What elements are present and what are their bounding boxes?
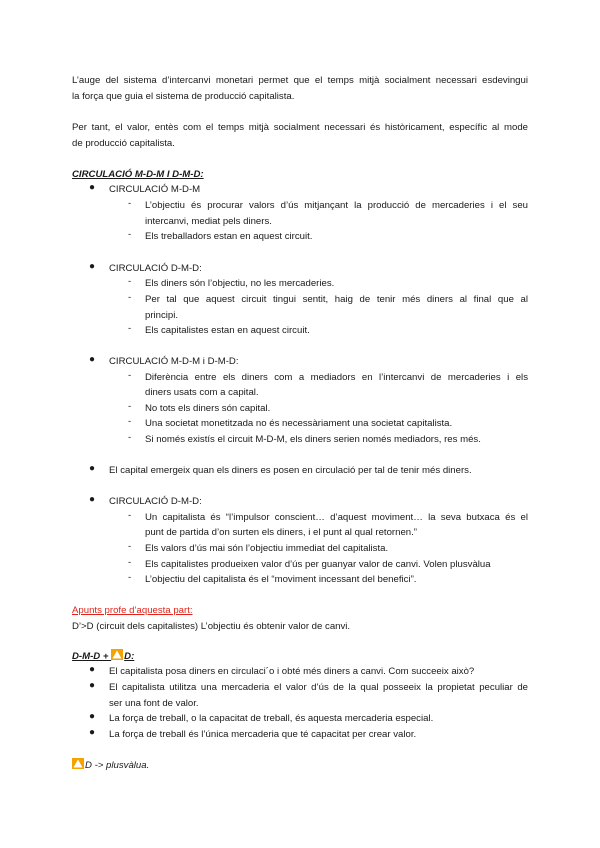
b1-d1-line1: L’objectiu és procurar valors d’ús mitjançant la producció de mercaderies i el seu xyxy=(145,200,528,211)
dash-icon: - xyxy=(128,292,132,303)
b1-d2: Els treballadors estan en aquest circuit. xyxy=(145,231,313,242)
bullet-icon: ● xyxy=(89,680,96,691)
bullet-icon: ● xyxy=(89,664,96,675)
b5-d1-line1: Un capitalista és “l’impulsor conscient… d’aquest moviment… la seva butxaca és el xyxy=(145,512,528,523)
b3-label: CIRCULACIÓ M-D-M i D-M-D: xyxy=(109,356,239,367)
footer-text: D -> plusvàlua. xyxy=(85,760,150,771)
b5-d1-line2: punt de partida d’on surten els diners, i el punt al qual retornen.” xyxy=(145,527,417,538)
section2-heading xyxy=(72,649,134,665)
dash-icon: - xyxy=(128,541,132,552)
b1-d1-line2: intercanvi, mediat pels diners. xyxy=(145,216,272,227)
s2-b3: La força de treball, o la capacitat de treball, és aquesta mercaderia especial. xyxy=(109,713,434,724)
bullet-icon: ● xyxy=(89,711,96,722)
b2-d1: Els diners són l’objectiu, no les mercaderies. xyxy=(145,278,335,289)
b3-d2: No tots els diners són capital. xyxy=(145,403,271,414)
intro-p1-line1: L’auge del sistema d’intercanvi monetari permet que el temps mitjà socialment necessari esdevingui xyxy=(72,75,528,86)
s2-b2-line2: ser una font de valor. xyxy=(109,698,199,709)
b3-d4: Si només existís el circuit M-D-M, els diners serien només mediadors, res més. xyxy=(145,434,481,445)
delta-icon xyxy=(111,649,123,660)
intro-p1-line2: la força que guia el sistema de producció capitalista. xyxy=(72,91,295,102)
b5-d3: Els capitalistes produeixen valor d’ús per guanyar valor de canvi. Volen plusvàlua xyxy=(145,559,491,570)
intro-p2-line2: de producció capitalista. xyxy=(72,138,175,149)
bullet-icon: ● xyxy=(89,182,96,193)
intro-p2-line1: Per tant, el valor, entès com el temps mitjà socialment necessari és històricament, específic al mode xyxy=(72,122,528,133)
section2-heading-suffix: D: xyxy=(124,651,135,662)
dash-icon: - xyxy=(128,416,132,427)
b3-d1-line2: diners usats com a capital. xyxy=(145,387,259,398)
b5-d2: Els valors d’ús mai són l’objectiu immediat del capitalista. xyxy=(145,543,389,554)
dash-icon: - xyxy=(128,510,132,521)
b2-d2-line2: principi. xyxy=(145,310,179,321)
s2-b2-line1: El capitalista utilitza una mercaderia el valor d’ús de la qual posseeix la propietat peculiar de xyxy=(109,682,528,693)
notes-heading: Apunts profe d’aquesta part: xyxy=(72,605,193,616)
b3-d1-line1: Diferència entre els diners com a mediadors en l’intercanvi de mercaderies i els xyxy=(145,372,528,383)
dash-icon: - xyxy=(128,198,132,209)
dash-icon: - xyxy=(128,323,132,334)
bullet-icon: ● xyxy=(89,494,96,505)
bullet-icon: ● xyxy=(89,261,96,272)
footer-line xyxy=(72,758,149,774)
s2-b1: El capitalista posa diners en circulaci´o i obté més diners a canvi. Com succeeix això? xyxy=(109,666,475,677)
b4-text: El capital emergeix quan els diners es posen en circulació per tal de tenir més diners. xyxy=(109,465,472,476)
b5-label: CIRCULACIÓ D-M-D: xyxy=(109,496,202,507)
delta-icon xyxy=(72,758,84,769)
dash-icon: - xyxy=(128,432,132,443)
section2-heading-prefix: D-M-D + xyxy=(72,651,112,662)
b2-d3: Els capitalistes estan en aquest circuit. xyxy=(145,325,310,336)
dash-icon: - xyxy=(128,229,132,240)
dash-icon: - xyxy=(128,572,132,583)
s2-b4: La força de treball és l’única mercaderia que té capacitat per crear valor. xyxy=(109,729,417,740)
b2-d2-line1: Per tal que aquest circuit tingui sentit, haig de tenir més diners al final que al xyxy=(145,294,528,305)
section1-heading: CIRCULACIÓ M-D-M I D-M-D: xyxy=(72,169,204,180)
dash-icon: - xyxy=(128,557,132,568)
dash-icon: - xyxy=(128,370,132,381)
b2-label: CIRCULACIÓ D-M-D: xyxy=(109,263,202,274)
bullet-icon: ● xyxy=(89,354,96,365)
b3-d3: Una societat monetitzada no és necessàriament una societat capitalista. xyxy=(145,418,453,429)
dash-icon: - xyxy=(128,401,132,412)
bullet-icon: ● xyxy=(89,727,96,738)
dash-icon: - xyxy=(128,276,132,287)
bullet-icon: ● xyxy=(89,463,96,474)
b1-label: CIRCULACIÓ M-D-M xyxy=(109,184,201,195)
b5-d4: L’objectiu del capitalista és el “moviment incessant del benefici”. xyxy=(145,574,417,585)
notes-line: D’>D (circuit dels capitalistes) L’objectiu és obtenir valor de canvi. xyxy=(72,621,351,632)
